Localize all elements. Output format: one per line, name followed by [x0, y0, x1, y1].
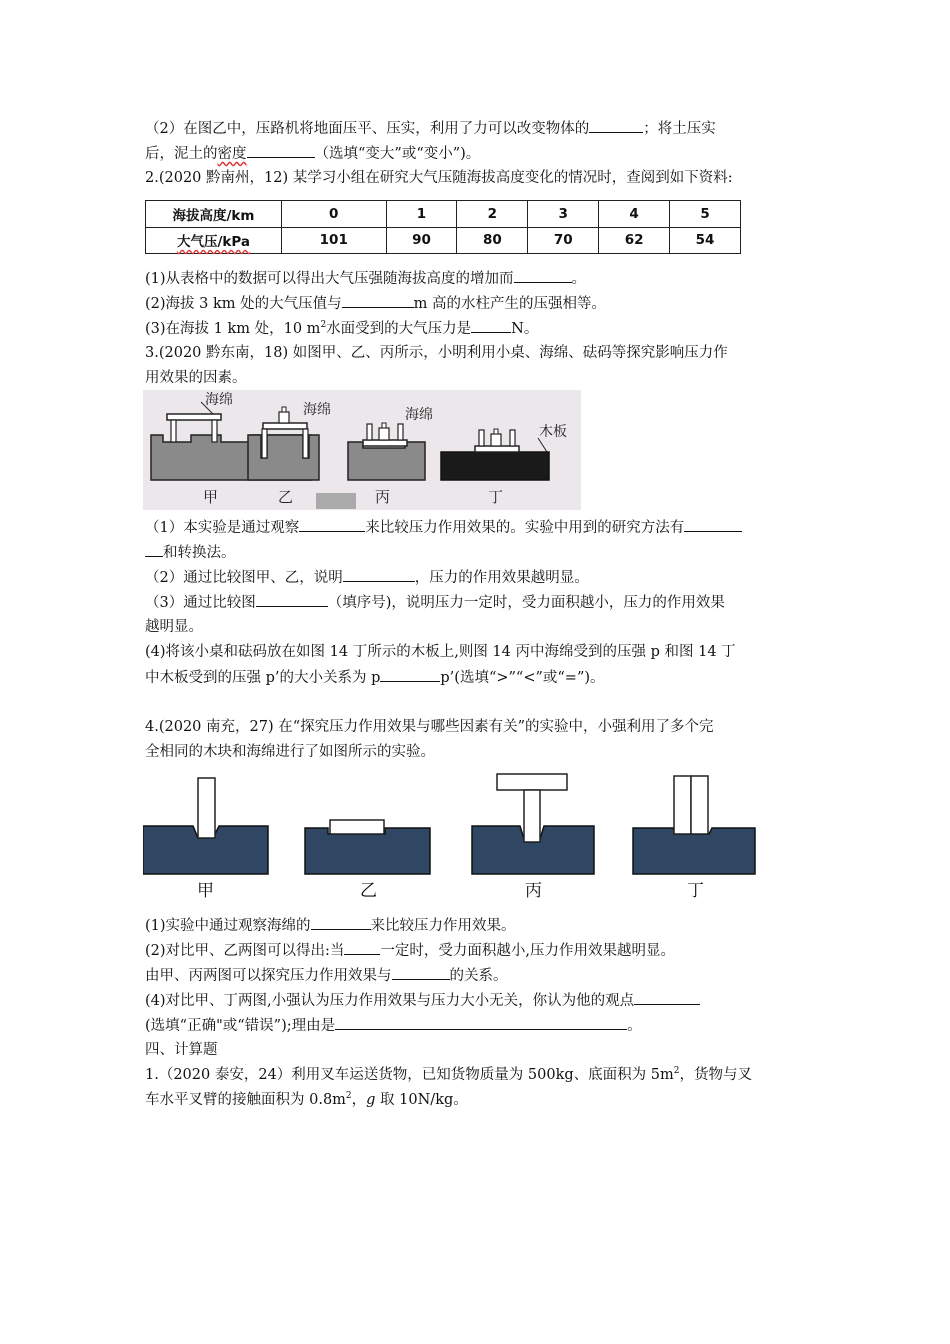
figure-2-svg — [143, 770, 759, 910]
q4-part4-line1 — [145, 990, 700, 1011]
table-cell: 1 — [386, 201, 457, 228]
table-cell: 4 — [599, 201, 670, 228]
label-board: 木板 — [539, 424, 567, 440]
text: 。 — [627, 1018, 642, 1034]
table-top-inverted — [475, 446, 519, 452]
figure-table-sponge-experiment — [143, 390, 581, 510]
table-leg — [262, 429, 267, 458]
text: (4)对比甲、丁两图,小强认为压力作用效果与压力大小无关，你认为他的观点 — [145, 993, 635, 1009]
section-title-calculation: 四、计算题 — [145, 1042, 218, 1058]
q2-part3 — [145, 318, 538, 339]
q3-stem-line2: 用效果的因素。 — [145, 370, 247, 386]
q3-part3-line1 — [145, 592, 725, 613]
caption-yi: 乙 — [278, 488, 294, 506]
table-leg — [510, 430, 515, 446]
table-leg — [171, 420, 176, 442]
answer-blank[interactable] — [380, 667, 440, 682]
superscript: 2 — [320, 320, 327, 331]
superscript: 2 — [673, 1066, 680, 1077]
text: 来比较压力作用效果的。实验中用到的研究方法有 — [365, 520, 685, 536]
text: N。 — [511, 321, 539, 337]
text: 来比较压力作用效果。 — [370, 918, 516, 934]
text: p’(选填“>”“<”或“=”)。 — [440, 670, 605, 686]
text: 取 10N/kg。 — [375, 1092, 468, 1108]
answer-blank[interactable] — [392, 965, 450, 980]
setup-ding — [441, 423, 567, 506]
table-top-inverted — [363, 440, 407, 446]
q4-stem-line2: 全相同的木块和海绵进行了如图所示的实验。 — [145, 744, 435, 760]
text: 中木板受到的压强 p’的大小关系为 p — [145, 670, 381, 686]
superscript: 2 — [345, 1091, 352, 1102]
caption-bing: 丙 — [375, 488, 391, 506]
table-cell: 101 — [282, 227, 387, 254]
table-cell: 5 — [670, 201, 741, 228]
table-cell: 2 — [457, 201, 528, 228]
caption-ding: 丁 — [488, 488, 504, 506]
text: ，货物与叉 — [679, 1067, 752, 1083]
block-flat-on-top — [497, 774, 567, 790]
table-leg — [212, 420, 217, 442]
table-cell: 90 — [386, 227, 457, 254]
sponge-shape — [633, 828, 755, 874]
q3-part2 — [145, 567, 589, 588]
block-upright — [198, 778, 215, 838]
text: (1)从表格中的数据可以得出大气压强随海拔高度的增加而 — [145, 271, 514, 287]
table-row-pressure — [146, 227, 741, 254]
table-cell: 3 — [528, 201, 599, 228]
text: ，压力的作用效果越明显。 — [414, 570, 589, 586]
text: 由甲、丙两图可以探究压力作用效果与 — [145, 968, 392, 984]
text: 一定时，受力面积越小,压力作用效果越明显。 — [380, 943, 676, 959]
caption-ding: 丁 — [687, 881, 704, 901]
weight — [279, 412, 289, 423]
text: ， — [351, 1092, 367, 1108]
answer-blank[interactable] — [299, 517, 365, 532]
table-cell: 70 — [528, 227, 599, 254]
figure-block-sponge-experiment — [143, 770, 759, 910]
text: 水面受到的大气压力是 — [326, 321, 472, 337]
table-leg — [398, 424, 403, 440]
text: 的关系。 — [449, 968, 508, 984]
table-cell: 62 — [599, 227, 670, 254]
weight-knob — [382, 423, 386, 428]
altitude-pressure-table — [145, 200, 741, 254]
text: 和转换法。 — [163, 545, 236, 561]
answer-blank[interactable] — [256, 592, 328, 607]
sponge-shape — [348, 442, 425, 480]
q3-part4-line1: (4)将该小桌和砝码放在如图 14 丁所示的木板上,则图 14 丙中海绵受到的压强 p 和图 14 丁 — [145, 644, 736, 660]
weight — [379, 428, 389, 440]
text: (2)海拔 3 km 处的大气压值与 — [145, 296, 342, 312]
sponge-shape — [305, 828, 430, 874]
pointer-line — [538, 438, 547, 452]
text: (选填“正确"或“错误”);理由是 — [145, 1018, 336, 1034]
q3-stem-line1: 3.(2020 黔东南，18) 如图甲、乙、丙所示，小明利用小桌、海绵、砝码等探究影响压力作 — [145, 345, 728, 361]
table-header-pressure — [146, 227, 282, 254]
q2-part2 — [145, 293, 606, 314]
q2-part1 — [145, 268, 586, 289]
setup-ding — [633, 776, 755, 901]
q2-stem: 2.(2020 黔南州，12) 某学习小组在研究大气压随海拔高度变化的情况时，查阅到如下资料: — [145, 170, 733, 186]
wavy-underlined-word: 密度 — [217, 146, 247, 162]
q3-part4-line2 — [145, 667, 605, 688]
label-sponge: 海绵 — [303, 402, 331, 418]
table-leg — [367, 424, 372, 440]
calc-q1-line1 — [145, 1065, 752, 1085]
answer-blank[interactable] — [335, 1015, 627, 1030]
weight — [491, 434, 501, 446]
text: (2)对比甲、乙两图可以得出:当 — [145, 943, 345, 959]
italic-variable: g — [366, 1092, 376, 1108]
table-leg — [479, 430, 484, 446]
answer-blank[interactable] — [514, 268, 572, 283]
q1-part2-line2 — [145, 143, 480, 164]
caption-jia: 甲 — [203, 488, 219, 506]
wooden-board — [441, 452, 549, 480]
q4-part2 — [145, 940, 675, 961]
text: （2）通过比较图甲、乙，说明 — [145, 570, 343, 586]
text: （选填“变大”或“变小”)。 — [314, 146, 481, 162]
answer-blank[interactable] — [589, 118, 643, 133]
text: （1）本实验是通过观察 — [145, 520, 300, 536]
weight-knob — [494, 429, 498, 434]
text: 。 — [571, 271, 587, 287]
block-flat — [330, 820, 384, 834]
block-upright — [691, 776, 708, 834]
q3-part1-line2 — [145, 542, 236, 563]
setup-bing — [472, 774, 594, 901]
caption-bing: 丙 — [525, 881, 542, 901]
answer-blank[interactable] — [342, 293, 414, 308]
caption-yi: 乙 — [360, 881, 377, 901]
setup-jia — [143, 778, 268, 901]
answer-blank[interactable] — [634, 990, 700, 1005]
text: (1)实验中通过观察海绵的 — [145, 918, 311, 934]
text: ；将土压实 — [643, 121, 716, 137]
answer-blank[interactable] — [247, 143, 315, 158]
answer-blank[interactable] — [344, 940, 380, 955]
q1-part2-line1 — [145, 118, 716, 139]
label-sponge: 海绵 — [405, 407, 433, 423]
text: 后，泥土的 — [145, 146, 218, 162]
calc-q1-line2 — [145, 1090, 468, 1110]
text: 车水平叉臂的接触面积为 0.8m — [145, 1092, 346, 1108]
q3-part1-line1 — [145, 517, 742, 538]
block-upright — [524, 790, 540, 842]
q4-part1 — [145, 915, 516, 936]
text: （3）通过比较图 — [145, 595, 256, 611]
q4-part4-line2 — [145, 1015, 642, 1036]
setup-yi — [305, 820, 430, 901]
answer-blank[interactable] — [471, 318, 511, 333]
q4-part3 — [145, 965, 508, 986]
answer-blank[interactable] — [343, 567, 415, 582]
table-top — [263, 423, 307, 429]
text: m 高的水柱产生的压强相等。 — [413, 296, 606, 312]
header-text: 大气压/kPa — [176, 234, 251, 251]
table-cell: 80 — [457, 227, 528, 254]
q4-stem-line1: 4.(2020 南充，27) 在“探究压力作用效果与哪些因素有关”的实验中，小强利用了多个完 — [145, 719, 714, 735]
text: （2）在图乙中，压路机将地面压平、压实，利用了力可以改变物体的 — [145, 121, 590, 137]
table-top — [167, 414, 221, 420]
q3-part3-line2: 越明显。 — [145, 619, 203, 635]
table-cell: 54 — [670, 227, 741, 254]
setup-yi — [248, 402, 331, 506]
block-upright — [674, 776, 691, 834]
table-header-altitude: 海拔高度/km — [146, 201, 282, 228]
text: （填序号)，说明压力一定时，受力面积越小，压力的作用效果 — [327, 595, 725, 611]
answer-blank-continued[interactable] — [145, 542, 163, 557]
text: (3)在海拔 1 km 处，10 m — [145, 321, 321, 337]
caption-jia: 甲 — [197, 881, 214, 901]
answer-blank[interactable] — [684, 517, 742, 532]
answer-blank[interactable] — [311, 915, 371, 930]
table-leg — [303, 429, 308, 458]
weight-knob — [282, 407, 286, 412]
label-sponge: 海绵 — [205, 392, 233, 408]
table-row-altitude — [146, 201, 741, 228]
table-cell: 0 — [282, 201, 387, 228]
text: 1.（2020 泰安，24）利用叉车运送货物，已知货物质量为 500kg、底面积为 5m — [145, 1067, 674, 1083]
redaction-block — [316, 493, 356, 509]
figure-1-svg — [143, 390, 581, 510]
setup-bing — [316, 407, 433, 509]
